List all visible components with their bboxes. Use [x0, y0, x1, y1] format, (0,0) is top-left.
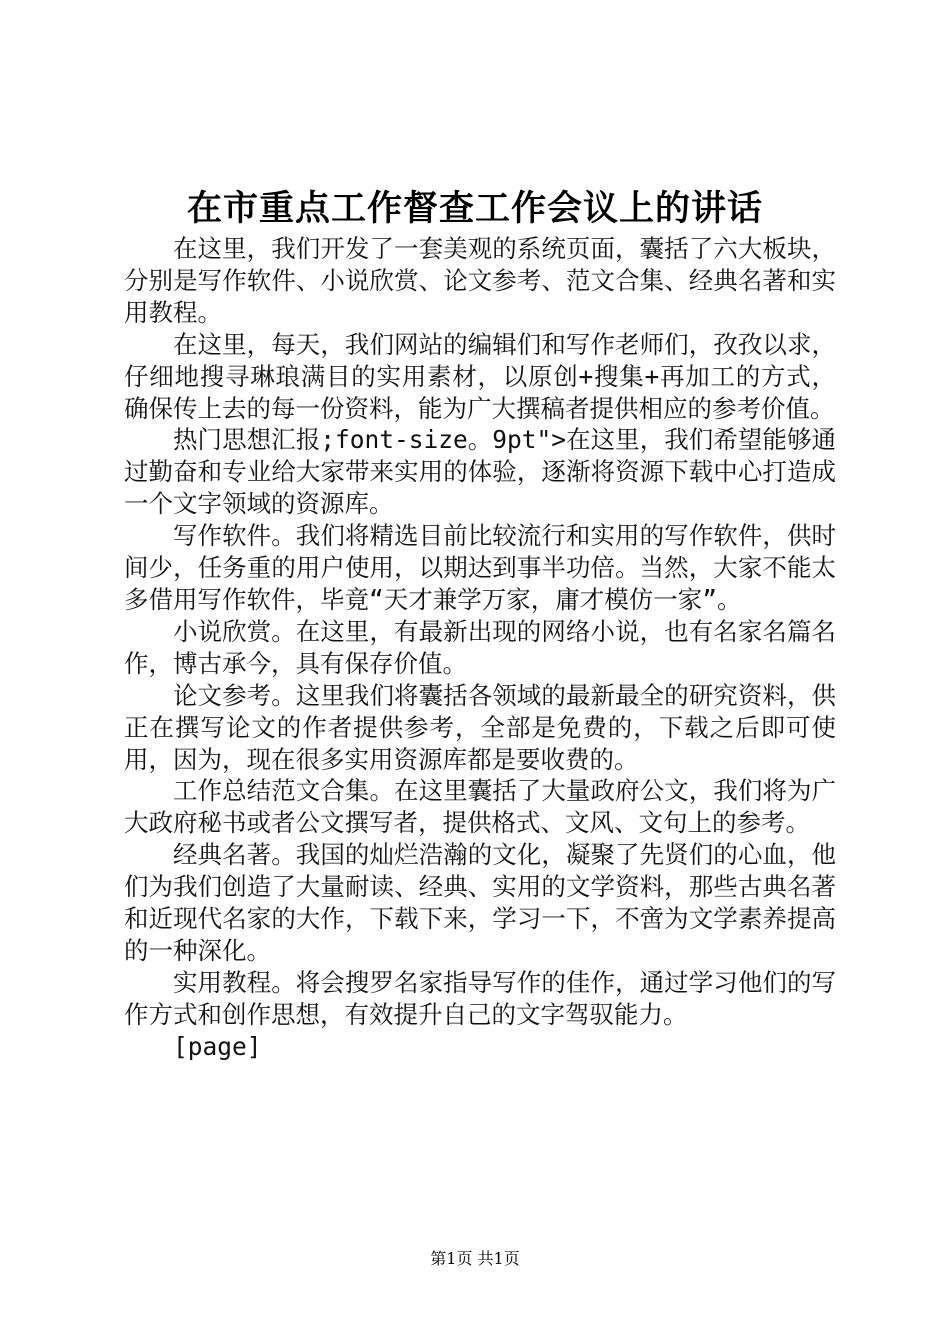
paragraph: 写作软件。我们将精选目前比较流行和实用的写作软件，供时间少，任务重的用户使用，以期达到事半功倍。当然，大家不能太多借用写作软件，毕竟“天才兼学万家，庸才模仿一家”。 — [124, 521, 836, 614]
paragraph: 热门思想汇报;font-size。9pt">在这里，我们希望能够通过勤奋和专业给大家带来实用的体验，逐渐将资源下载中心打造成一个文字领域的资源库。 — [124, 425, 836, 519]
paragraph: 实用教程。将会搜罗名家指导写作的佳作，通过学习他们的写作方式和创作思想，有效提升自己的文字驾驭能力。 — [124, 967, 836, 1029]
paragraph: 小说欣赏。在这里，有最新出现的网络小说，也有名家名篇名作，博古承今，具有保存价值。 — [124, 616, 836, 678]
paragraph: 经典名著。我国的灿烂浩瀚的文化，凝聚了先贤们的心血，他们为我们创造了大量耐读、经典、实用的文学资料，那些古典名著和近现代名家的大作，下载下来，学习一下，不啻为文学素养提高的一种深化。 — [124, 840, 836, 965]
paragraph: 论文参考。这里我们将囊括各领域的最新最全的研究资料，供正在撰写论文的作者提供参考，全部是免费的，下载之后即可使用，因为，现在很多实用资源库都是要收费的。 — [124, 680, 836, 774]
document-title: 在市重点工作督查工作会议上的讲话 — [186, 188, 763, 229]
paragraph: 工作总结范文合集。在这里囊括了大量政府公文，我们将为广大政府秘书或者公文撰写者，提供格式、文风、文句上的参考。 — [124, 776, 836, 838]
document-body — [124, 233, 836, 1063]
page-marker: [page] — [173, 1031, 262, 1061]
paragraph: 在这里，我们开发了一套美观的系统页面，囊括了六大板块，分别是写作软件、小说欣赏、论文参考、范文合集、经典名著和实用教程。 — [124, 234, 836, 327]
page-footer: 第1页 共1页 — [430, 1249, 520, 1268]
paragraph: 在这里，每天，我们网站的编辑们和写作老师们，孜孜以求，仔细地搜寻琳琅满目的实用素材，以原创+搜集+再加工的方式，确保传上去的每一份资料，能为广大撰稿者提供相应的参考价值。 — [124, 329, 836, 423]
